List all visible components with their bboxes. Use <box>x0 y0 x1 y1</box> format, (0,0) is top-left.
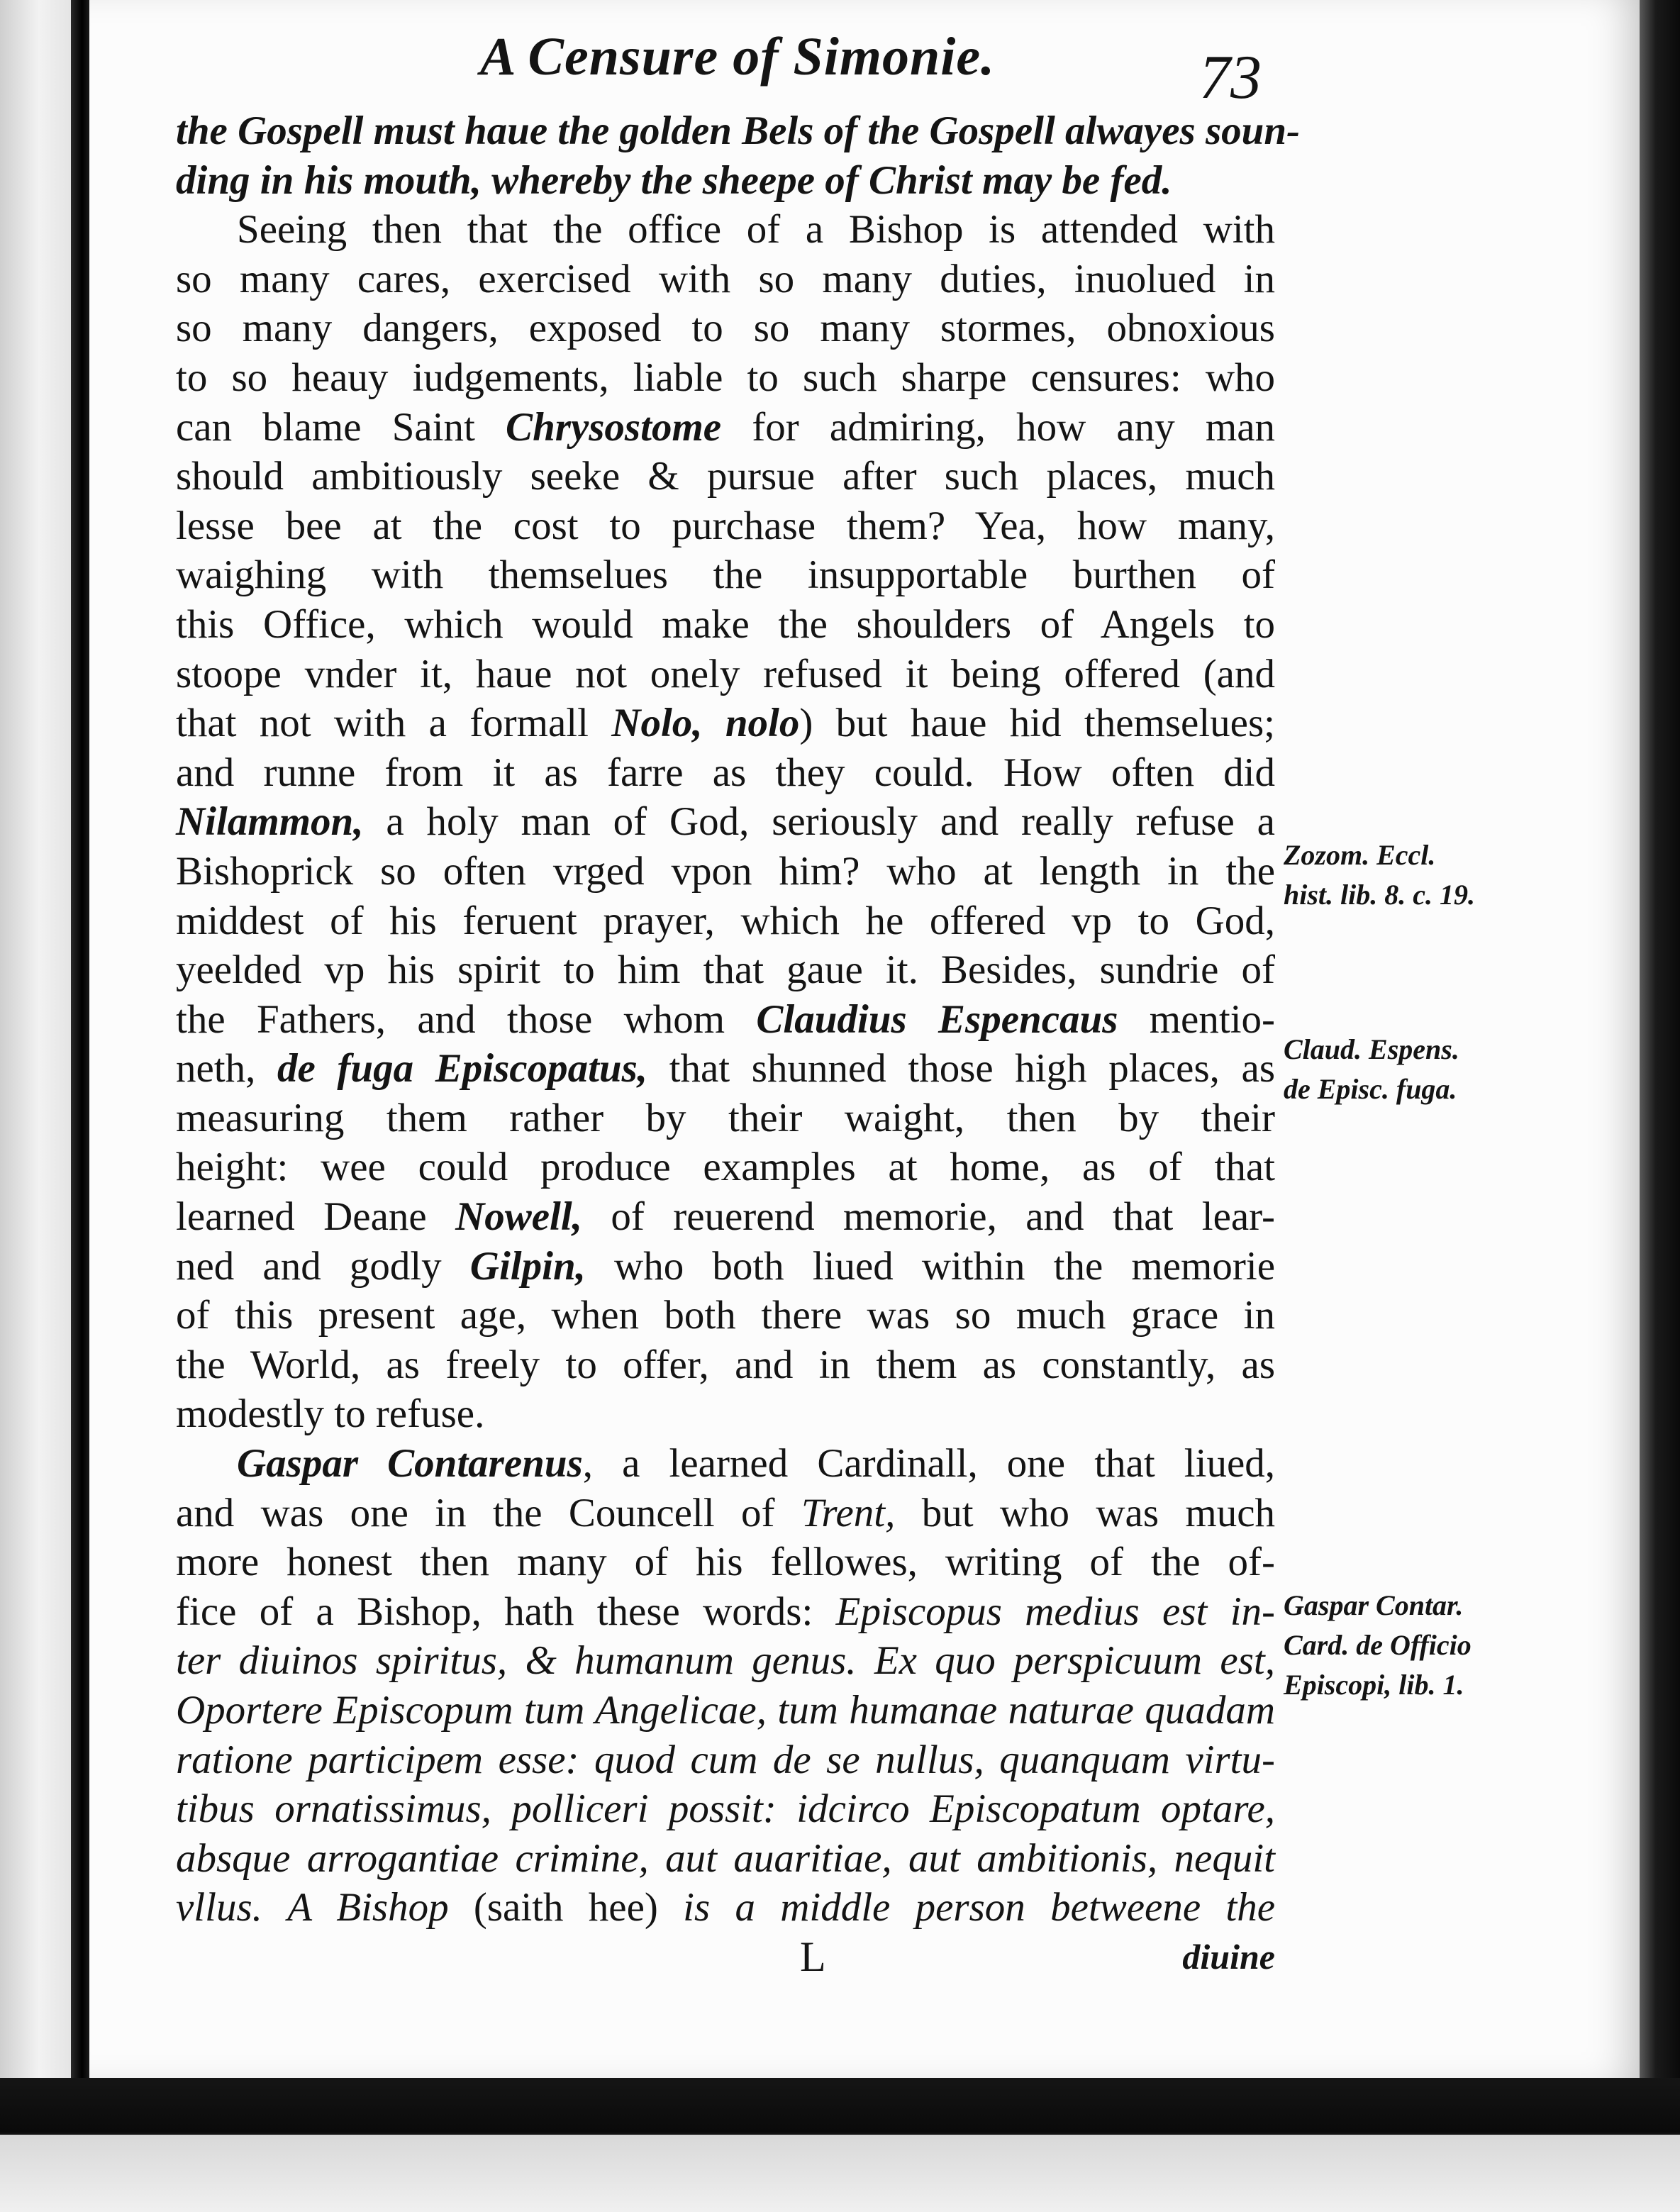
text-line: Seeing then that the office of a Bishop is attended with <box>237 207 1275 252</box>
text-line: should ambitiously seeke & pursue after such places, much <box>176 454 1275 499</box>
text-line: learned Deane Nowell, of reuerend memorie, and that lear- <box>176 1194 1276 1240</box>
text-line: this Office, which would make the shoulders of Angels to <box>176 601 1275 647</box>
text-line: ding in his mouth, whereby the sheepe of Christ may be fed. <box>176 157 1172 203</box>
text-line: yeelded vp his spirit to him that gaue it. Besides, sundrie of <box>176 947 1275 993</box>
text-line: modestly to refuse. <box>176 1391 485 1437</box>
text-line: height: wee could produce examples at home, as of that <box>176 1145 1275 1190</box>
text-line: Nilammon, a holy man of God, seriously and really refuse a <box>176 799 1275 845</box>
text-line: more honest then many of his fellowes, writing of the of- <box>176 1540 1275 1585</box>
margin-note: Zozom. Eccl. hist. lib. 8. c. 19. <box>1284 839 1476 911</box>
text-line: ratione participem esse: quod cum de se nullus, quanquam virtu- <box>176 1737 1275 1782</box>
page-right-edge <box>1640 0 1680 2078</box>
text-line: the Fathers, and those whom Claudius Espencaus mentio- <box>176 996 1276 1042</box>
text-line: tibus ornatissimus, polliceri possit: idcirco Episcopatum optare, <box>176 1786 1275 1832</box>
text-line: absque arrogantiae crimine, aut auaritiae, aut ambitionis, nequit <box>176 1835 1275 1881</box>
previous-page-edge <box>0 0 71 2078</box>
body-text <box>176 106 1301 2043</box>
catchword: diuine <box>1182 1936 1275 1977</box>
signature-mark: L <box>800 1933 826 1980</box>
margin-note: Claud. Espens. de Episc. fuga. <box>1284 1033 1459 1105</box>
running-head: A Censure of Simonie. <box>479 27 996 87</box>
page-number: 73 <box>1199 43 1262 112</box>
text-line: middest of his feruent prayer, which he offered vp to God, <box>176 898 1275 943</box>
text-line: neth, de fuga Episcopatus, that shunned those high places, as <box>176 1046 1276 1091</box>
text-line: to so heauy iudgements, liable to such sharpe censures: who <box>176 355 1275 400</box>
text-line: and runne from it as farre as they could. How often did <box>176 750 1275 795</box>
underlying-paper <box>0 2135 1680 2212</box>
text-line: stoope vnder it, haue not onely refused it being offered (and <box>176 651 1275 696</box>
text-line: so many dangers, exposed to so many stormes, obnoxious <box>176 306 1275 351</box>
text-line: Bishoprick so often vrged vpon him? who at length in the <box>176 848 1275 894</box>
book-gutter <box>71 0 89 2078</box>
text-line: waighing with themselues the insupportable burthen of <box>176 552 1275 598</box>
text-line: so many cares, exercised with so many duties, inuolued in <box>176 256 1275 301</box>
signature-line <box>176 1933 1275 1982</box>
text-line: ter diuinos spiritus, & humanum genus. Ex quo perspicuum est, <box>176 1638 1275 1684</box>
text-line: that not with a formall Nolo, nolo) but haue hid themselues; <box>176 701 1275 746</box>
text-line: measuring them rather by their waight, then by their <box>176 1095 1275 1140</box>
text-line: Oportere Episcopum tum Angelicae, tum humanae naturae quadam <box>176 1688 1275 1733</box>
margin-note: Gaspar Contar. Card. de Officio Episcopi, lib. 1. <box>1284 1589 1472 1701</box>
book-bottom-edge <box>0 2078 1680 2212</box>
text-line: and was one in the Councell of Trent, but who was much <box>176 1490 1276 1535</box>
text-line: can blame Saint Chrysostome for admiring, how any man <box>176 404 1276 450</box>
text-line: lesse bee at the cost to purchase them? Yea, how many, <box>176 503 1275 548</box>
text-line: ned and godly Gilpin, who both liued within the memorie <box>176 1243 1276 1289</box>
text-line: of this present age, when both there was so much grace in <box>176 1293 1275 1338</box>
text-line: Gaspar Contarenus, a learned Cardinall, one that liued, <box>237 1441 1275 1486</box>
text-line: the Gospell must haue the golden Bels of the Gospell alwayes soun- <box>176 109 1301 153</box>
text-line: vllus. A Bishop (saith hee) is a middle person betweene the <box>176 1885 1276 1930</box>
text-line: fice of a Bishop, hath these words: Episcopus medius est in- <box>176 1589 1276 1634</box>
text-line: the World, as freely to offer, and in them as constantly, as <box>176 1342 1275 1387</box>
